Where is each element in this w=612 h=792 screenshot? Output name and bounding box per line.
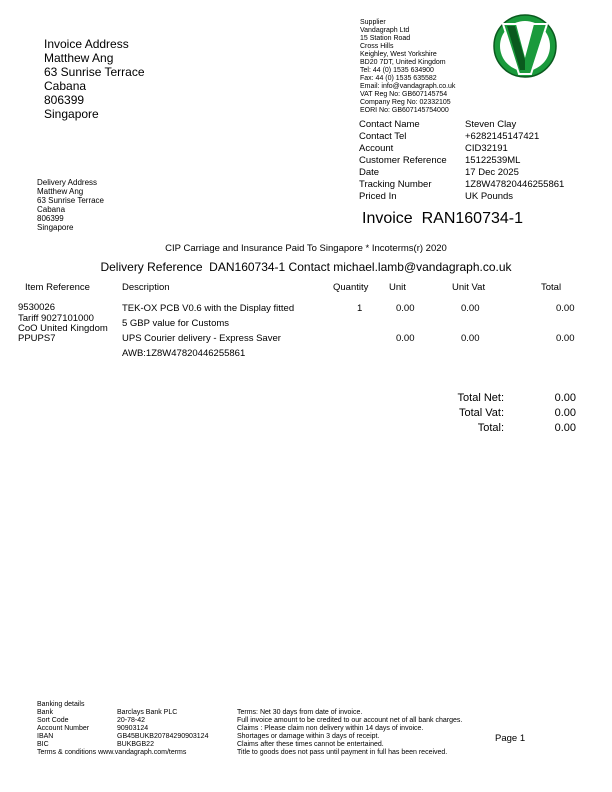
contact-label: Contact Name [359,119,420,130]
row1-total: 0.00 [556,303,575,314]
delivery-reference: Delivery Reference DAN160734-1 Contact michael.lamb@vandagraph.co.uk [100,260,512,274]
row1-unit: 0.00 [396,303,415,314]
bank-label: Bank [37,709,53,716]
invoice-address-postcode: 806399 [44,93,85,107]
totals-values [530,391,576,436]
row1-quantity: 1 [357,303,363,314]
contact-value: UK Pounds [465,191,514,202]
sort-code-label: Sort Code [37,717,69,724]
iban-value: GB45BUKB20784290903124 [117,733,209,740]
contact-row [359,131,564,143]
terms-line: Full invoice amount to be credited to our account net of all bank charges. [237,717,463,724]
row2-unit-vat: 0.00 [461,333,480,344]
supplier-vat: VAT Reg No: GB607145754 [360,91,448,98]
total-net-label: Total Net: [457,392,504,404]
delivery-address-country: Singapore [37,223,74,232]
invoice-address [44,37,145,121]
delivery-address-heading: Delivery Address [37,178,98,187]
supplier-line4: BD20 7DT, United Kingdom [360,59,446,66]
contact-label: Customer Reference [359,155,447,166]
contact-label: Contact Tel [359,131,407,142]
col-header-unit: Unit [389,282,406,293]
col-header-total: Total [541,282,562,293]
invoice-address-heading: Invoice Address [44,37,129,51]
total-vat-value: 0.00 [554,407,576,419]
contact-row [359,143,564,155]
contact-value: +6282145147421 [465,131,540,142]
col-header-unit-vat: Unit Vat [452,282,486,293]
col-header-quantity: Quantity [333,282,369,293]
supplier-name: Vandagraph Ltd [360,27,410,34]
delivery-address-postcode: 806399 [37,214,64,223]
vandagraph-logo [493,10,557,82]
item-ref-coo: CoO United Kingdom [18,323,108,334]
page-number: Page 1 [495,733,526,744]
delivery-address-name: Matthew Ang [37,187,84,196]
total-label: Total: [477,422,504,434]
supplier-eori: EORI No: GB607145754000 [360,107,449,114]
contact-value: 17 Dec 2025 [465,167,519,178]
row1-description: TEK-OX PCB V0.6 with the Display fitted [122,303,295,314]
item-ref-code: 9530026 [18,302,55,313]
contact-row [359,155,564,167]
contact-value: CID32191 [465,143,508,154]
contact-row [359,191,564,203]
supplier-tel: Tel: 44 (0) 1535 634900 [360,67,434,74]
banking-labels [37,709,89,749]
invoice-title: Invoice RAN160734-1 [362,210,523,227]
supplier-email: Email: info@vandagraph.co.uk [360,83,456,90]
table-row-item-ref [18,303,108,335]
row2-unit: 0.00 [396,333,415,344]
row2-description-awb: AWB:1Z8W47820446255861 [122,348,246,359]
terms-line: Terms: Net 30 days from date of invoice. [237,709,363,716]
row2-total: 0.00 [556,333,575,344]
row1-unit-vat: 0.00 [461,303,480,314]
iban-label: IBAN [37,733,54,740]
row2-item-ref: PPUPS7 [18,333,56,344]
contact-row [359,179,564,191]
incoterms-line: CIP Carriage and Insurance Paid To Singapore * Incoterms(r) 2020 [165,243,447,254]
supplier-company: Company Reg No: 02332105 [360,99,451,106]
item-ref-tariff: Tariff 9027101000 [18,312,94,324]
terms-link[interactable]: Terms & conditions www.vandagraph.com/terms [37,749,187,756]
delivery-address-line1: 63 Sunrise Terrace [37,196,104,205]
supplier-line3: Keighley, West Yorkshire [360,51,437,58]
terms-line: Shortages or damage within 3 days of receipt. [237,733,380,740]
bic-label: BIC [37,741,49,748]
supplier-fax: Fax: 44 (0) 1535 635582 [360,75,437,82]
contact-label: Tracking Number [359,179,432,190]
contact-value: 1Z8W47820446255861 [465,179,565,190]
total-value: 0.00 [554,422,576,434]
bank-value: Barclays Bank PLC [117,709,178,716]
invoice-address-name: Matthew Ang [44,51,114,65]
contact-label: Account [359,143,394,154]
invoice-address-line2: Cabana [44,79,87,93]
account-number-label: Account Number [37,725,90,732]
terms-line: Claims : Please claim non delivery within 14 days of invoice. [237,725,424,732]
row2-description: UPS Courier delivery - Express Saver [122,333,281,344]
bic-value: BUKBGB22 [117,741,154,748]
terms-line: Title to goods does not pass until payment in full has been received. [237,749,448,756]
contact-value: Steven Clay [465,119,517,130]
total-vat-label: Total Vat: [458,407,504,419]
supplier-line1: 15 Station Road [360,35,411,42]
account-number-value: 90903124 [117,725,149,732]
delivery-address [37,178,104,232]
contact-details [359,119,564,203]
invoice-address-country: Singapore [44,107,99,121]
contact-row [359,167,564,179]
contact-value: 15122539ML [465,155,521,166]
sort-code-value: 20-78-42 [117,717,146,724]
row1-description-customs: 5 GBP value for Customs [122,318,230,329]
col-header-description: Description [122,282,170,293]
total-net-value: 0.00 [554,392,576,404]
banking-heading: Banking details [37,701,85,708]
delivery-address-line2: Cabana [37,205,66,214]
contact-row [359,119,564,131]
supplier-block [360,19,455,115]
supplier-heading: Supplier [360,19,386,26]
totals-labels [404,391,504,436]
contact-label: Date [359,167,380,178]
banking-values [117,709,208,749]
supplier-line2: Cross Hills [360,43,394,50]
terms-block [237,709,462,757]
terms-line: Claims after these times cannot be entertained. [237,741,384,748]
invoice-address-line1: 63 Sunrise Terrace [44,65,145,79]
contact-label: Priced In [359,191,397,202]
col-header-item-ref: Item Reference [25,282,90,293]
